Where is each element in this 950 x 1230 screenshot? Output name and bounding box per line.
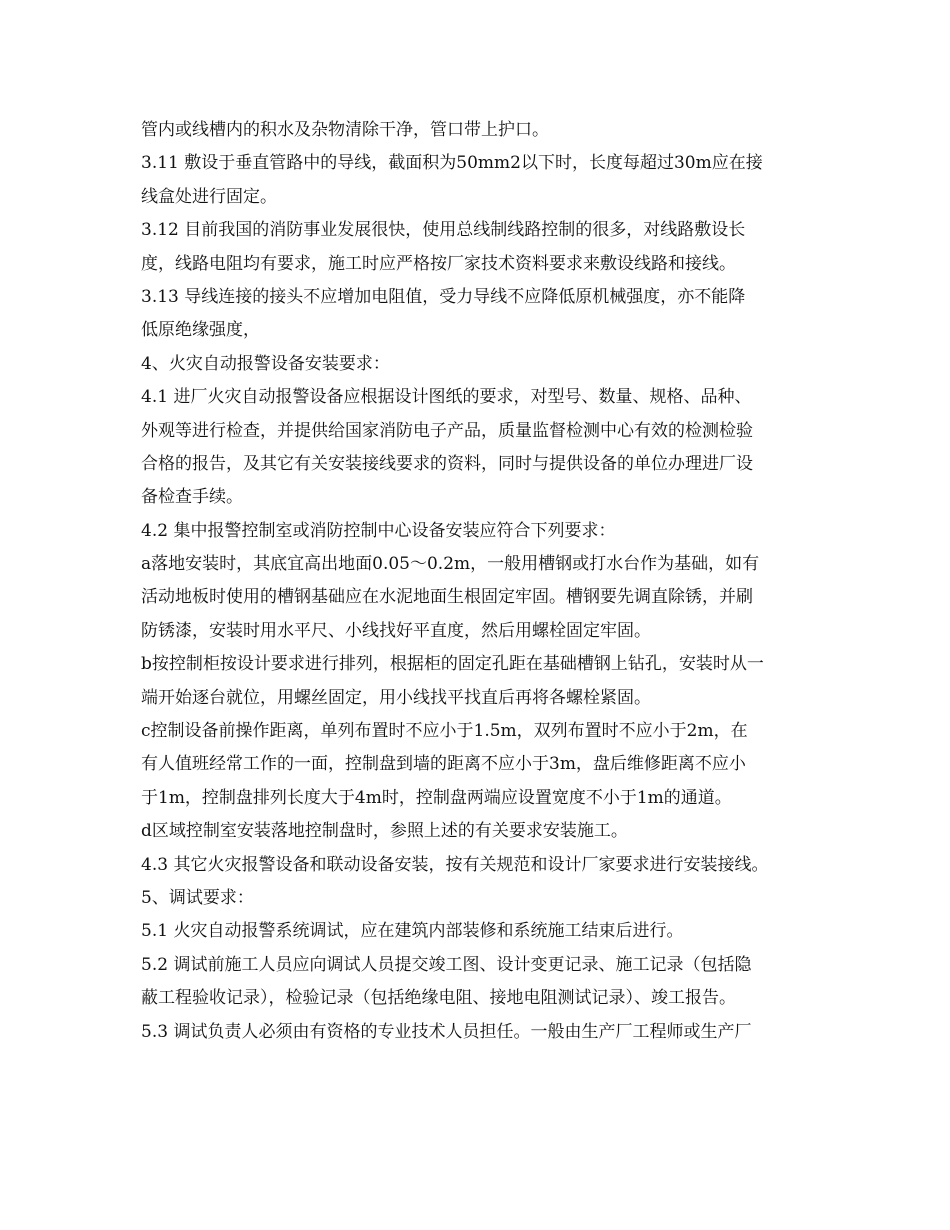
text-line: 有人值班经常工作的一面，控制盘到墙的距离不应小于3m，盘后维修距离不应小 (141, 754, 746, 775)
text-line: 线盒处进行固定。 (141, 186, 277, 207)
document-body (141, 114, 831, 1049)
text-line: 5.3 调试负责人必须由有资格的专业技术人员担任。一般由生产厂工程师或生产厂 (141, 1021, 752, 1042)
text-line: 备检查手续。 (141, 487, 243, 508)
section-heading: 4、火灾自动报警设备安装要求： (141, 353, 390, 374)
text-line: 4.2 集中报警控制室或消防控制中心设备安装应符合下列要求： (141, 520, 616, 541)
text-line: 3.12 目前我国的消防事业发展很快，使用总线制线路控制的很多，对线路敷设长 (141, 220, 746, 241)
text-line: 3.11 敷设于垂直管路中的导线，截面积为50mm2以下时，长度每超过30m应在接 (141, 153, 763, 174)
text-line: 管内或线槽内的积水及杂物清除干净，管口带上护口。 (141, 120, 549, 140)
text-line: c控制设备前操作距离，单列布置时不应小于1.5m，双列布置时不应小于2m，在 (141, 721, 748, 742)
text-line: 5.2 调试前施工人员应向调试人员提交竣工图、设计变更记录、施工记录（包括隐 (141, 954, 752, 975)
text-line: 合格的报告，及其它有关安装接线要求的资料，同时与提供设备的单位办理进厂设 (141, 453, 753, 474)
text-line: b按控制柜按设计要求进行排列，根据柜的固定孔距在基础槽钢上钻孔，安装时从一 (141, 654, 764, 675)
text-line: 5.1 火灾自动报警系统调试，应在建筑内部装修和系统施工结束后进行。 (141, 921, 684, 942)
text-line: 低原绝缘强度， (141, 320, 260, 341)
text-line: 活动地板时使用的槽钢基础应在水泥地面生根固定牢固。槽钢要先调直除锈，并刷 (141, 587, 753, 608)
text-line: 4.3 其它火灾报警设备和联动设备安装，按有关规范和设计厂家要求进行安装接线。 (141, 854, 769, 875)
text-line: 度，线路电阻均有要求，施工时应严格按厂家技术资料要求来敷设线路和接线。 (141, 253, 736, 274)
text-line: 端开始逐台就位，用螺丝固定，用小线找平找直后再将各螺栓紧固。 (141, 687, 651, 708)
text-line: 外观等进行检查，并提供给国家消防电子产品，质量监督检测中心有效的检测检验 (141, 420, 753, 441)
text-line: 蔽工程验收记录），检验记录（包括绝缘电阻、接地电阻测试记录）、竣工报告。 (141, 988, 736, 1009)
text-line: a落地安装时，其底宜高出地面0.05～0.2m，一般用槽钢或打水台作为基础，如有 (141, 554, 760, 575)
text-line: 于1m，控制盘排列长度大于4m时，控制盘两端应设置宽度不小于1m的通道。 (141, 787, 732, 808)
text-line: 3.13 导线连接的接头不应增加电阻值，受力导线不应降低原机械强度，亦不能降 (141, 286, 746, 307)
text-line: d区域控制室安装落地控制盘时，参照上述的有关要求安装施工。 (141, 821, 628, 842)
text-line: 防锈漆，安装时用水平尺、小线找好平直度，然后用螺栓固定牢固。 (141, 620, 651, 641)
text-line: 4.1 进厂火灾自动报警设备应根据设计图纸的要求，对型号、数量、规格、品种、 (141, 387, 752, 408)
section-heading: 5、调试要求： (141, 887, 254, 908)
